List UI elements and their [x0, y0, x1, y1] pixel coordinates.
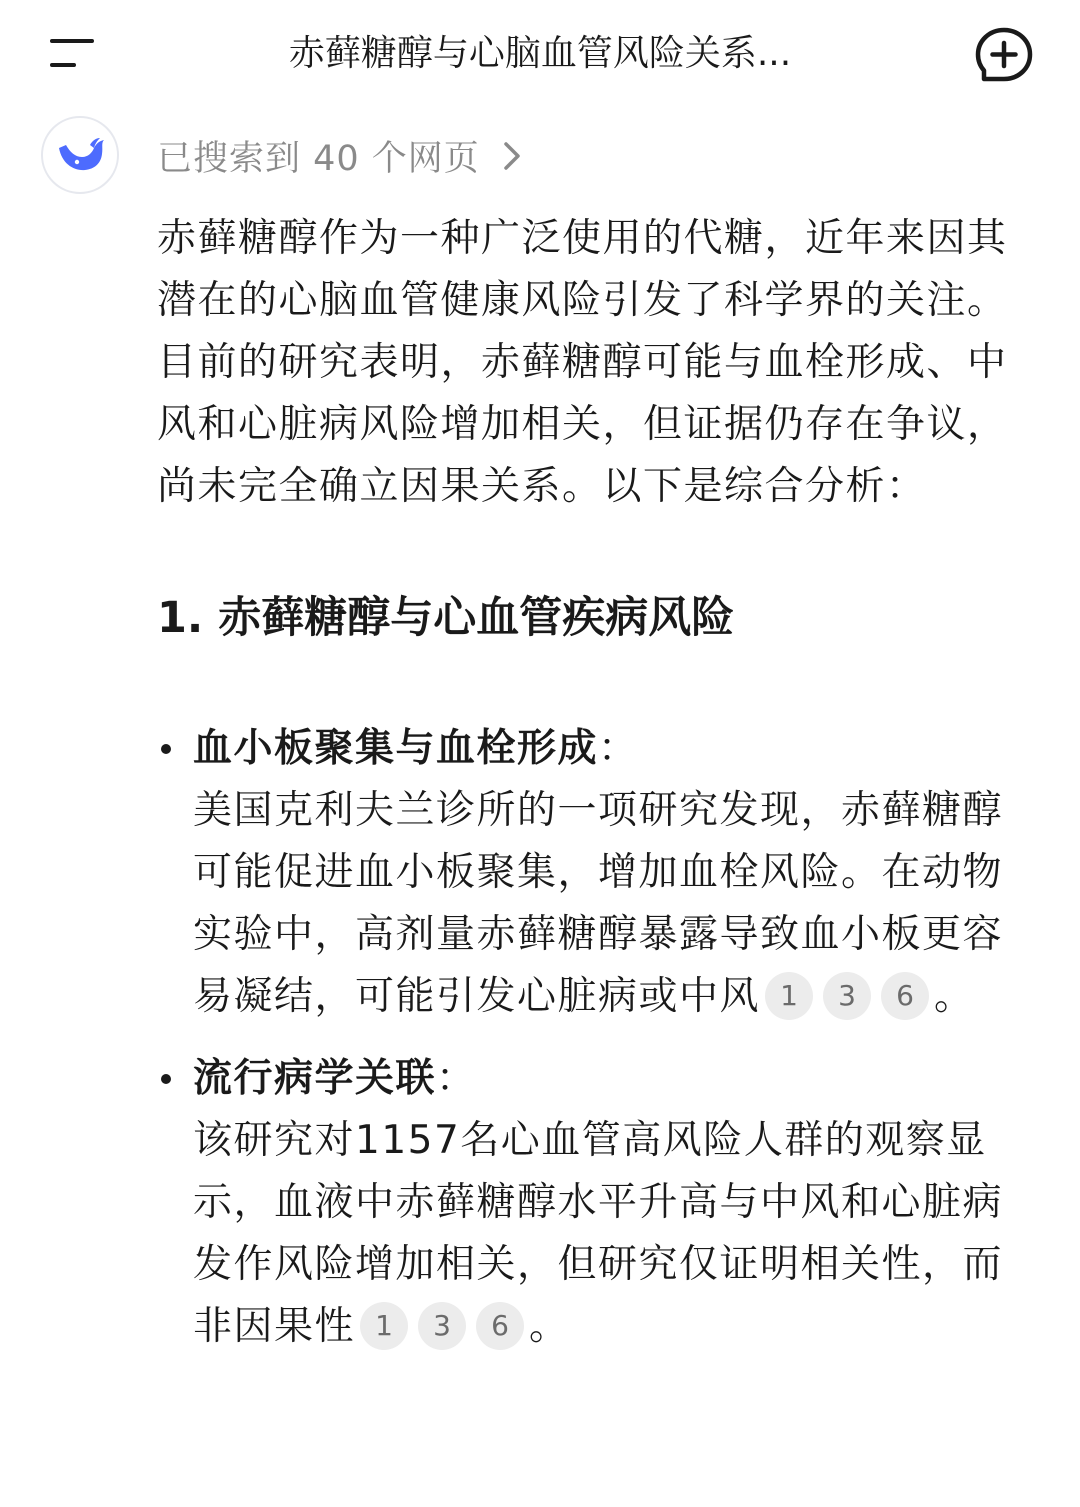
menu-icon: [50, 39, 94, 43]
bullet-title: 流行病学关联: [193, 1056, 437, 1101]
search-summary: 已搜索到 40 个网页: [157, 139, 480, 179]
bullet-dot: [161, 1074, 171, 1084]
list-item: [157, 718, 1037, 1028]
new-chat-icon: [970, 24, 1038, 86]
citation-badge[interactable]: 6: [476, 1302, 524, 1350]
new-chat-button[interactable]: [970, 24, 1038, 86]
citation-badge[interactable]: 1: [360, 1302, 408, 1350]
sentence-end: 。: [529, 1304, 570, 1349]
bullet-colon: ：: [598, 726, 639, 771]
bullet-dot: [161, 744, 171, 754]
deepseek-whale-icon: [54, 135, 106, 175]
citation-badge[interactable]: 6: [881, 972, 929, 1020]
assistant-answer: [157, 208, 1037, 1378]
bullet-body-wrap: [193, 1110, 1037, 1358]
menu-button[interactable]: [40, 26, 104, 82]
answer-intro: 赤藓糖醇作为一种广泛使用的代糖，近年来因其潜在的心脑血管健康风险引发了科学界的关注。目前的研究表明，赤藓糖醇可能与血栓形成、中风和心脏病风险增加相关，但证据仍存在争议，尚未完全确立因果关系。以下是综合分析：: [157, 216, 1008, 509]
bullet-title: 血小板聚集与血栓形成: [193, 726, 599, 771]
citation-badge[interactable]: 3: [823, 972, 871, 1020]
bullet-body-wrap: [193, 780, 1037, 1028]
bullet-list: [157, 718, 1037, 1358]
list-item: [157, 1048, 1037, 1358]
search-results-toggle[interactable]: [157, 128, 522, 184]
top-bar: [0, 0, 1080, 106]
chat-title[interactable]: 赤藓糖醇与心脑血管风险关系...: [288, 33, 792, 74]
bullet-body: 美国克利夫兰诊所的一项研究发现，赤藓糖醇可能促进血小板聚集，增加血栓风险。在动物实验中，高剂量赤藓糖醇暴露导致血小板更容易凝结，可能引发心脏病或中风: [193, 788, 1004, 1019]
menu-icon-line: [50, 63, 76, 67]
bullet-colon: ：: [436, 1056, 477, 1101]
citation-badge[interactable]: 3: [418, 1302, 466, 1350]
citation-badge[interactable]: 1: [765, 972, 813, 1020]
bullet-body: 该研究对1157名心血管高风险人群的观察显示，血液中赤藓糖醇水平升高与中风和心脏病发作风险增加相关，但研究仅证明相关性，而非因果性: [193, 1118, 1004, 1349]
chevron-right-icon: [502, 140, 522, 172]
assistant-avatar: [41, 116, 119, 194]
section-heading: 1. 赤藓糖醇与心血管疾病风险: [157, 593, 735, 643]
sentence-end: 。: [934, 974, 975, 1019]
